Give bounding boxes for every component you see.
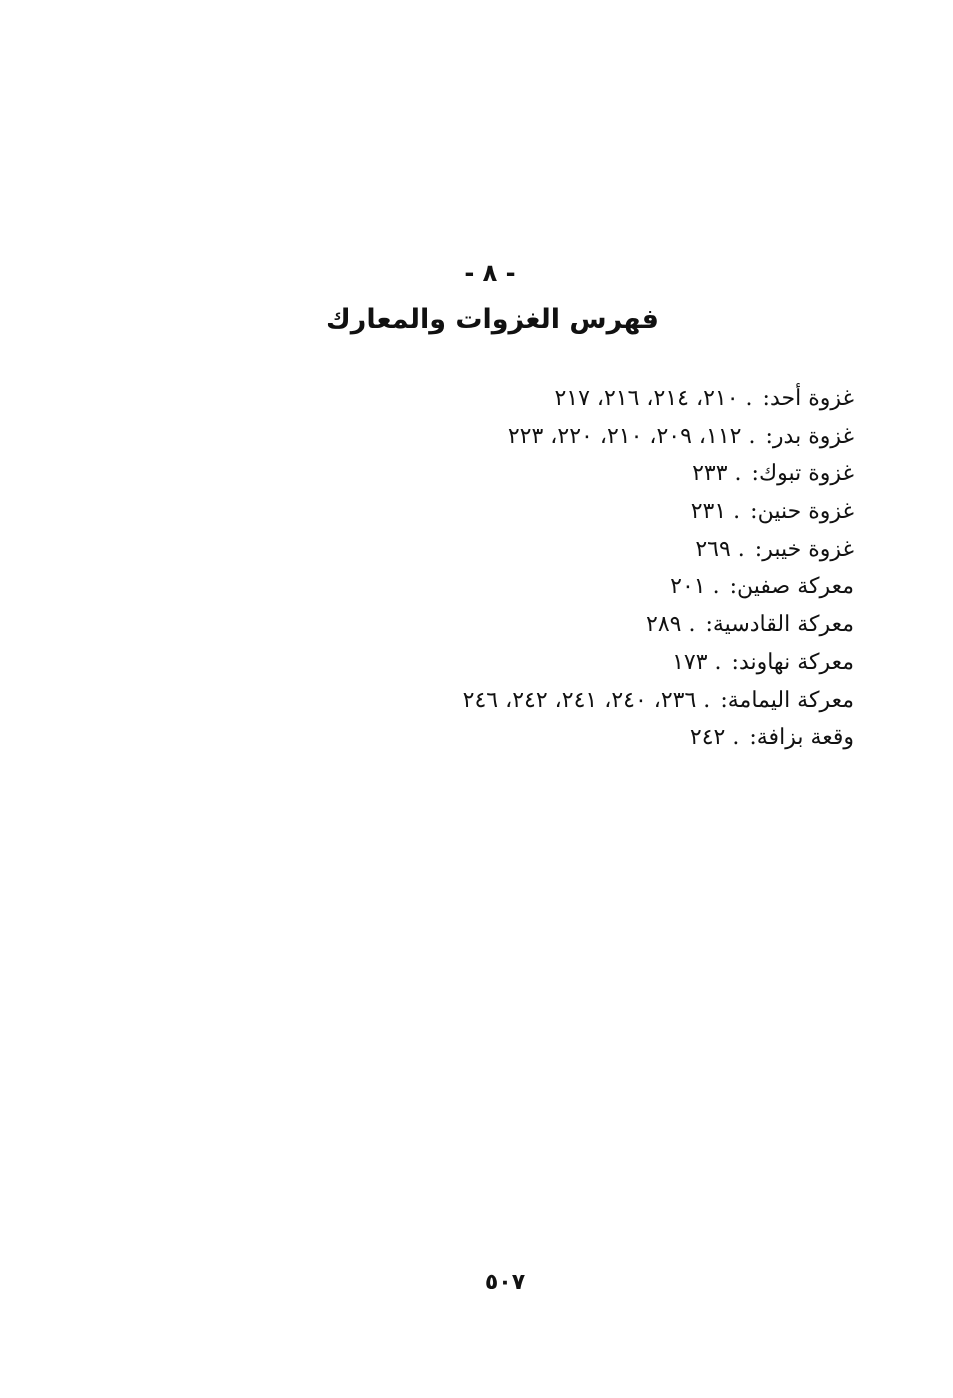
entry-separator: : <box>720 687 728 713</box>
entry-pages: ٢٨٩ . <box>646 612 696 638</box>
entry-name: غزوة خيبر <box>762 536 854 562</box>
entry-separator: : <box>765 423 773 449</box>
index-entry <box>334 719 854 757</box>
entry-pages: ٢٠١ . <box>670 574 720 600</box>
entry-separator: : <box>750 499 758 525</box>
entry-name: معركة نهاوند <box>738 649 854 675</box>
entry-separator: : <box>762 386 770 411</box>
entry-pages: ٢١٠، ٢١٤، ٢١٦، ٢١٧ . <box>554 386 753 411</box>
index-entry <box>334 682 854 720</box>
entry-pages: ٢٦٩ . <box>695 536 745 562</box>
entry-name: غزوة أحد <box>769 386 854 411</box>
page-title: فهرس الغزوات والمعارك <box>326 304 659 335</box>
entry-separator: : <box>705 612 713 638</box>
entry-pages: ١٧٣ . <box>672 649 722 675</box>
battles-index-list <box>334 380 854 757</box>
entry-name: غزوة بدر <box>772 423 854 449</box>
index-entry <box>334 568 854 606</box>
entry-name: غزوة تبوك <box>758 461 854 487</box>
entry-separator: : <box>729 574 737 600</box>
entry-pages: ٢٤٢ . <box>689 725 740 751</box>
index-entry <box>334 380 854 418</box>
entry-pages: ٢٣١ . <box>690 499 741 525</box>
section-number: - ٨ - <box>464 259 516 287</box>
entry-separator: : <box>751 461 759 487</box>
entry-name: غزوة حنين <box>757 499 854 525</box>
entry-pages: ٢٣٣ . <box>692 461 742 487</box>
entry-separator: : <box>731 649 739 675</box>
index-entry <box>334 531 854 569</box>
entry-name: معركة القادسية <box>712 612 854 638</box>
page-number: ٥٠٧ <box>484 1270 526 1295</box>
entry-separator: : <box>749 725 757 751</box>
index-entry <box>334 644 854 682</box>
entry-pages: ١١٢، ٢٠٩، ٢١٠، ٢٢٠، ٢٢٣ . <box>507 423 756 449</box>
entry-name: معركة اليمامة <box>727 687 854 713</box>
index-entry <box>334 606 854 644</box>
index-entry <box>334 418 854 456</box>
index-entry <box>334 493 854 531</box>
entry-name: وقعة بزافة <box>756 725 854 751</box>
entry-name: معركة صفين <box>737 574 854 600</box>
entry-separator: : <box>754 536 763 562</box>
index-entry <box>334 455 854 493</box>
entry-pages: ٢٣٦، ٢٤٠، ٢٤١، ٢٤٢، ٢٤٦ . <box>462 687 711 713</box>
